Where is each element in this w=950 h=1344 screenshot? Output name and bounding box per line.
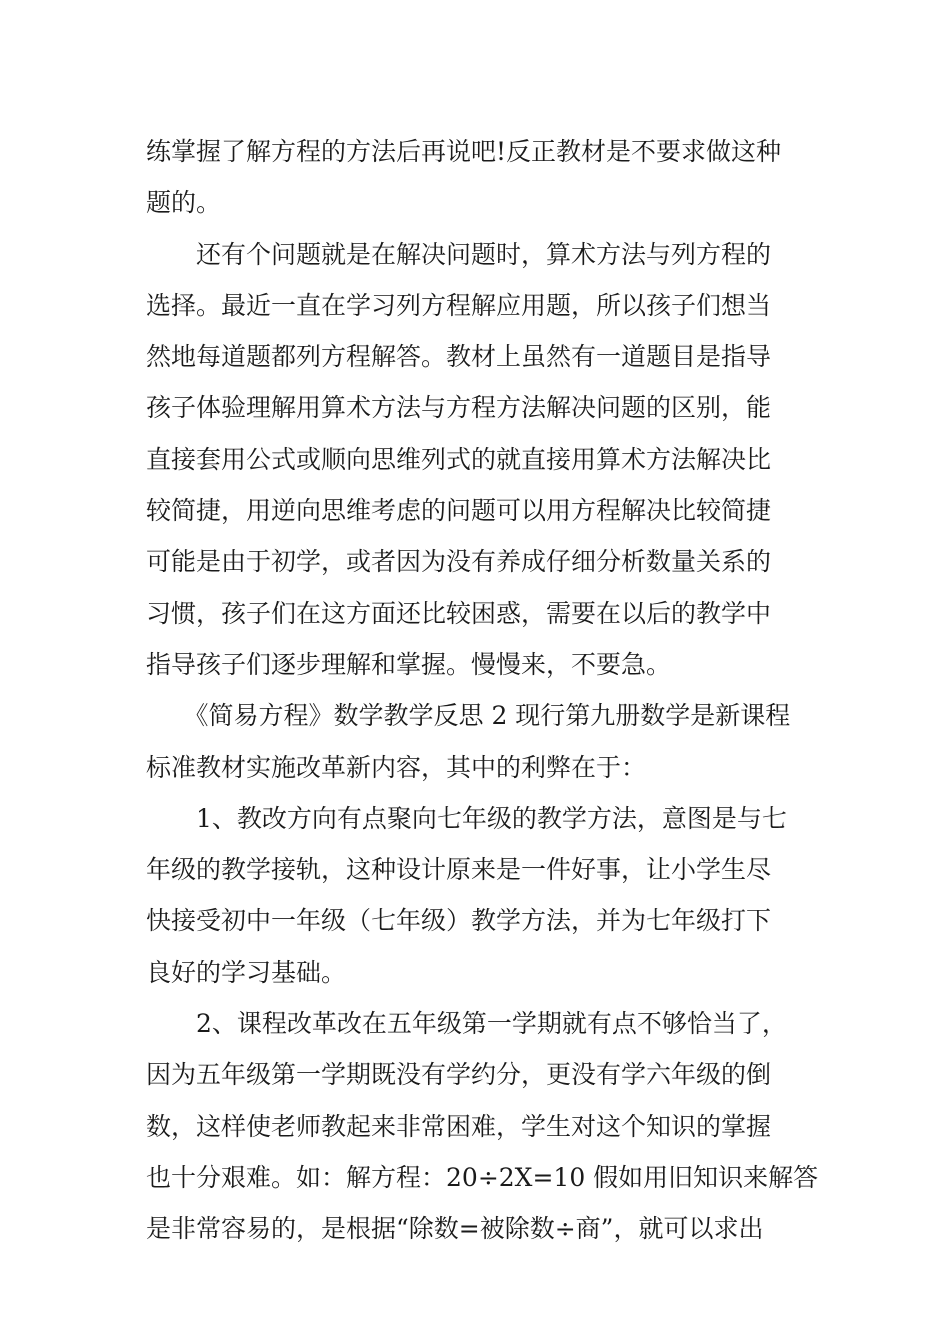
text-line: 良好的学习基础。 bbox=[146, 957, 347, 987]
text-line: 1、教改方向有点聚向七年级的教学方法，意图是与七 bbox=[146, 803, 787, 833]
text-line: 数，这样使老师教起来非常困难，学生对这个知识的掌握 bbox=[146, 1111, 772, 1141]
text-line: 还有个问题就是在解决问题时，算术方法与列方程的 bbox=[146, 239, 772, 269]
text-line: 是非常容易的，是根据“除数=被除数÷商”，就可以求出 bbox=[146, 1214, 764, 1244]
text-line: 习惯，孩子们在这方面还比较困惑，需要在以后的教学中 bbox=[146, 598, 772, 628]
text-line: 快接受初中一年级（七年级）教学方法，并为七年级打下 bbox=[146, 906, 772, 936]
text-line: 较简捷，用逆向思维考虑的问题可以用方程解决比较简捷 bbox=[146, 496, 772, 526]
text-line: 可能是由于初学，或者因为没有养成仔细分析数量关系的 bbox=[146, 547, 772, 577]
text-line: 2、课程改革改在五年级第一学期就有点不够恰当了， bbox=[146, 1009, 787, 1039]
text-line: 《简易方程》数学教学反思 2 现行第九册数学是新课程 bbox=[146, 701, 791, 731]
text-line: 选择。最近一直在学习列方程解应用题，所以孩子们想当 bbox=[146, 290, 772, 320]
text-line: 孩子体验理解用算术方法与方程方法解决问题的区别，能 bbox=[146, 393, 772, 423]
text-line: 因为五年级第一学期既没有学约分，更没有学六年级的倒 bbox=[146, 1060, 772, 1090]
text-line: 练掌握了解方程的方法后再说吧!反正教材是不要求做这种 bbox=[146, 137, 782, 166]
text-line: 直接套用公式或顺向思维列式的就直接用算术方法解决比 bbox=[146, 444, 772, 474]
body-text bbox=[146, 126, 819, 1255]
text-line: 标准教材实施改革新内容，其中的利弊在于： bbox=[146, 752, 647, 782]
text-line: 题的。 bbox=[146, 188, 222, 218]
text-line: 然地每道题都列方程解答。教材上虽然有一道题目是指导 bbox=[146, 342, 772, 372]
text-line: 也十分艰难。如：解方程：20÷2X=10 假如用旧知识来解答 bbox=[146, 1162, 819, 1192]
text-line: 年级的教学接轨，这种设计原来是一件好事，让小学生尽 bbox=[146, 855, 772, 885]
text-line: 指导孩子们逐步理解和掌握。慢慢来，不要急。 bbox=[146, 649, 672, 679]
